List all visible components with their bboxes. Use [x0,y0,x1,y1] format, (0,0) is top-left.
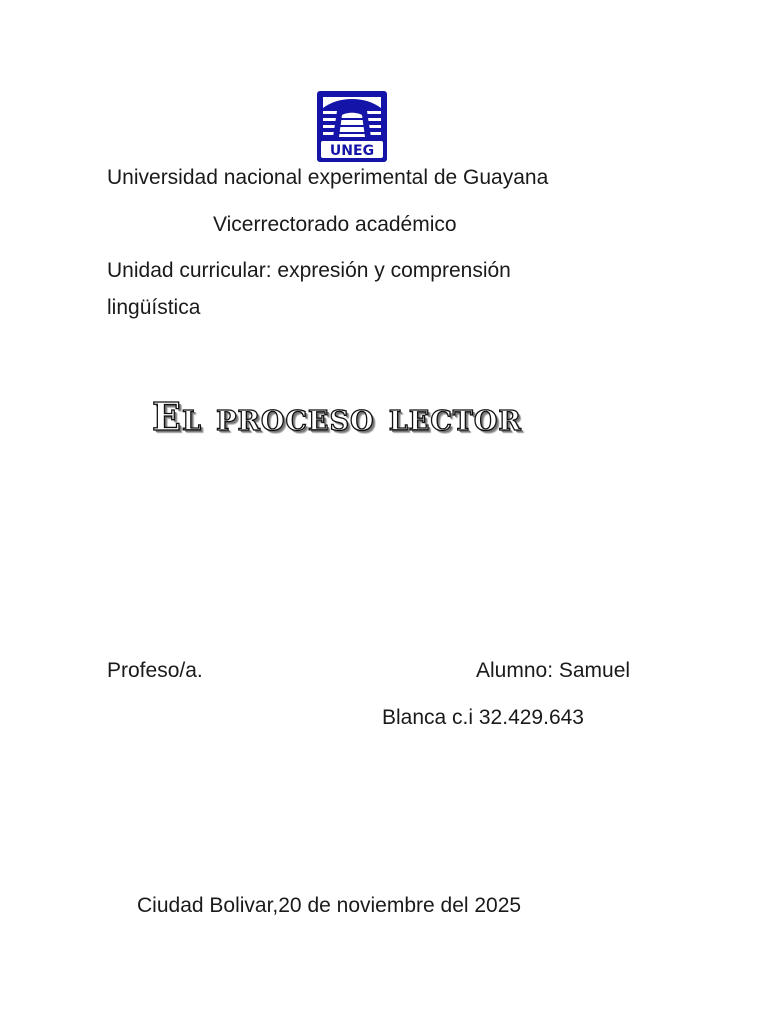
vicerrectorado-label: Vicerrectorado académico [213,213,457,236]
curricular-unit-line-1: Unidad curricular: expresión y comprensión [107,259,511,282]
uneg-logo [317,91,387,162]
place-and-date: Ciudad Bolivar,20 de noviembre del 2025 [137,894,522,917]
logo-text: UNEG [329,143,375,159]
student-label: Alumno: Samuel [476,659,631,682]
document-title: El proceso lector [152,394,522,439]
professor-label: Profeso/a. [107,659,203,682]
student-id: Blanca c.i 32.429.643 [382,706,584,729]
university-name: Universidad nacional experimental de Guayana [107,166,549,189]
curricular-unit-line-2: lingüística [107,296,201,319]
